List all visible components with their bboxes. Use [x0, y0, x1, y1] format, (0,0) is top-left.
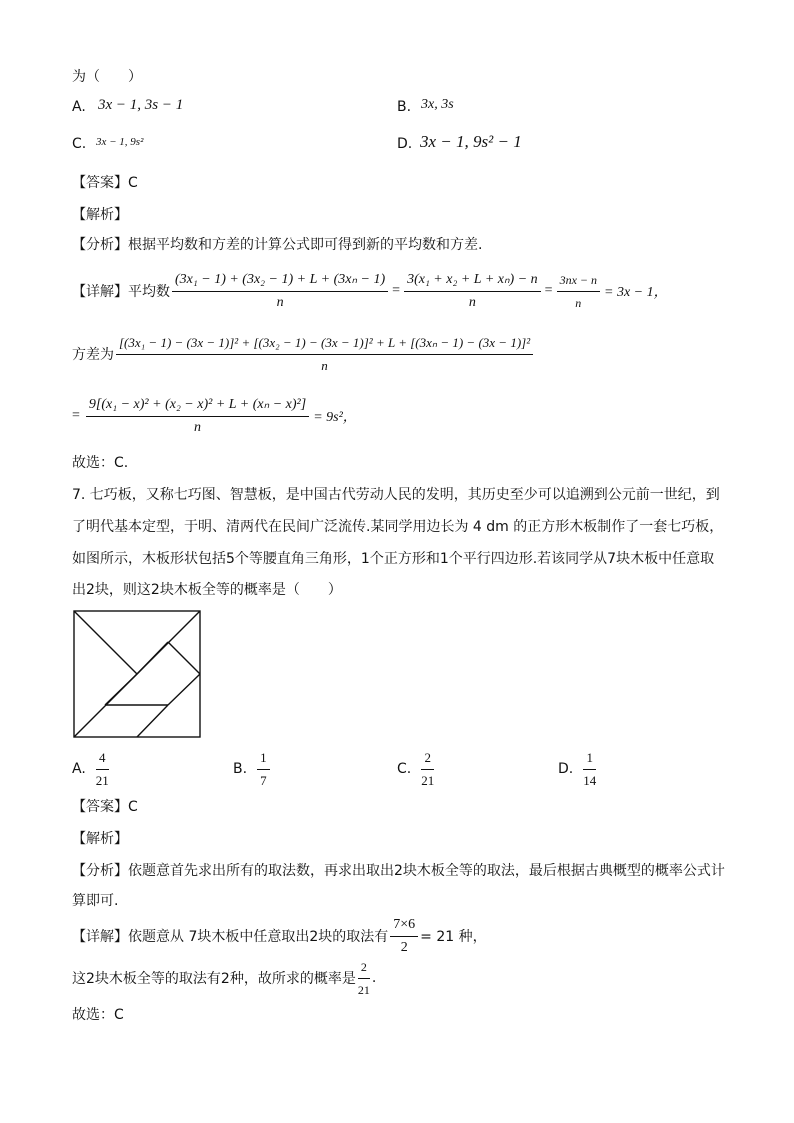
q7-option-d-frac — [583, 747, 596, 792]
q7-option-b[interactable] — [233, 746, 272, 792]
q7-stem-line-3: 如图所示，木板形状包括5个等腰直角三角形，1个正方形和1个平行四边形.若该同学从7块木板中任意取 — [72, 551, 715, 567]
q6-eq-sign-3: = — [72, 408, 80, 423]
q7-option-a-label: A. — [72, 761, 86, 777]
q7-detail-2-pre: 这2块木板全等的取法有2种，故所求的概率是 — [72, 971, 356, 987]
q6-var-result: = 9s²， — [313, 410, 357, 425]
q7-option-d-den: 14 — [583, 772, 597, 788]
q6-detail-label: 【详解】平均数 — [72, 284, 170, 300]
q7-option-d-label: D. — [558, 761, 574, 777]
tangram-edge — [105, 674, 137, 705]
q6-variance-formula — [72, 330, 535, 378]
q6-option-c-value: 3x − 1, 9s² — [96, 136, 144, 148]
q7-answer: 【答案】C — [72, 799, 138, 815]
q6-mean-num-1: (3x₁ − 1) + (3x₂ − 1) + L + (3xₙ − 1) — [172, 269, 388, 292]
q7-fenxi-line-1: 【分析】依题意首先求出所有的取法数，再求出取出2块木板全等的取法，最后根据古典概型的概率公式计 — [72, 863, 725, 879]
q6-mean-num-2: 3(x₁ + x₂ + L + xₙ) − n — [404, 269, 541, 292]
q7-detail-1-frac — [390, 914, 418, 959]
q6-conclusion: 故选：C. — [72, 455, 129, 471]
q7-stem-line-2: 了明代基本定型，于明、清两代在民间广泛流传.某同学用边长为 4 dm 的正方形木板制作了一套七巧板， — [72, 519, 724, 535]
q6-mean-den-2: n — [468, 294, 476, 310]
tangram-edge — [137, 705, 168, 737]
q7-option-c[interactable] — [397, 746, 436, 792]
q6-var-label: 方差为 — [72, 347, 114, 363]
q6-eq-sign-2: = — [544, 283, 553, 298]
q7-detail-2-num: 2 — [358, 956, 370, 979]
q7-option-a-den: 21 — [95, 772, 109, 788]
q7-option-b-frac — [257, 747, 270, 792]
tangram-edge — [137, 642, 168, 674]
q6-var-den-2: n — [194, 419, 202, 435]
q7-option-a-num: 4 — [96, 747, 109, 770]
q6-var-den: n — [321, 357, 328, 373]
q7-detail-2-frac — [358, 956, 370, 1001]
q6-eq-sign-1: = — [392, 283, 401, 298]
q7-option-a[interactable] — [72, 746, 111, 792]
q6-option-a-value: 3x − 1, 3s − 1 — [98, 97, 184, 113]
q7-option-c-frac — [421, 747, 434, 792]
q6-option-b-label[interactable]: B. — [397, 99, 412, 115]
q6-mean-formula — [72, 266, 668, 316]
q7-option-c-label: C. — [397, 761, 412, 777]
q6-stem-tail: 为（ ） — [72, 69, 142, 85]
tangram-edge — [168, 642, 200, 674]
q7-option-b-den: 7 — [260, 772, 267, 788]
tangram-edge — [168, 674, 200, 705]
q7-analysis-heading: 【解析】 — [72, 831, 128, 847]
q6-fenxi: 【分析】根据平均数和方差的计算公式即可得到新的平均数和方差. — [72, 237, 483, 253]
q7-option-c-den: 21 — [421, 772, 435, 788]
q7-detail-line-2 — [72, 956, 376, 1000]
q6-var-frac — [116, 332, 533, 377]
q7-option-d[interactable] — [558, 746, 598, 792]
q7-detail-2-den: 21 — [357, 982, 370, 997]
q6-mean-frac-3 — [557, 269, 600, 314]
q6-option-c-label[interactable]: C. — [72, 136, 87, 152]
q6-option-d-label[interactable]: D. — [397, 136, 413, 152]
q7-detail-1-post: = 21 种， — [420, 929, 487, 945]
q6-mean-num-3: 3nx − n — [557, 269, 600, 292]
q7-detail-1-pre: 【详解】依题意从 7块木板中任意取出2块的取法有 — [72, 929, 389, 945]
q7-stem-line-4: 出2块，则这2块木板全等的概率是（ ） — [72, 582, 342, 598]
q6-var-num-2: 9[(x₁ − x)² + (x₂ − x)² + L + (xₙ − x)²] — [86, 394, 309, 417]
q6-var-frac-2 — [86, 394, 309, 439]
q6-option-d-value: 3x − 1, 9s² − 1 — [420, 132, 522, 151]
q7-fenxi-line-2: 算即可. — [72, 893, 119, 909]
q6-mean-result: = 3x − 1， — [604, 285, 668, 300]
q6-option-b-value: 3x, 3s — [421, 97, 454, 112]
q7-option-d-num: 1 — [583, 747, 596, 770]
q6-analysis-heading: 【解析】 — [72, 207, 128, 223]
q7-stem-line-1: 7. 七巧板，又称七巧图、智慧板，是中国古代劳动人民的发明，其历史至少可以追溯到公元前一世纪，到 — [72, 487, 720, 503]
q7-detail-1-num: 7×6 — [390, 914, 418, 937]
tangram-edge — [74, 611, 137, 674]
q7-option-b-num: 1 — [257, 747, 270, 770]
q7-detail-2-post: . — [371, 970, 377, 986]
q6-variance-formula-2 — [72, 390, 357, 442]
q6-mean-frac-2 — [404, 269, 541, 314]
q7-option-a-frac — [96, 747, 109, 792]
q6-mean-den-1: n — [276, 294, 284, 310]
q7-option-b-label: B. — [233, 761, 248, 777]
tangram-figure — [72, 609, 202, 739]
q7-conclusion: 故选：C — [72, 1007, 124, 1023]
q7-detail-1-den: 2 — [400, 939, 408, 955]
q6-mean-frac-1 — [172, 269, 388, 314]
q6-var-num: [(3x₁ − 1) − (3x − 1)]² + [(3x₂ − 1) − (3x − 1)]² + L + [(3xₙ − 1) − (3x − 1)]² — [116, 332, 533, 355]
q6-answer: 【答案】C — [72, 175, 138, 191]
q7-detail-line-1 — [72, 914, 487, 958]
q6-option-a-label[interactable]: A. — [72, 99, 86, 115]
q6-mean-den-3: n — [575, 295, 582, 310]
q7-option-c-num: 2 — [421, 747, 434, 770]
